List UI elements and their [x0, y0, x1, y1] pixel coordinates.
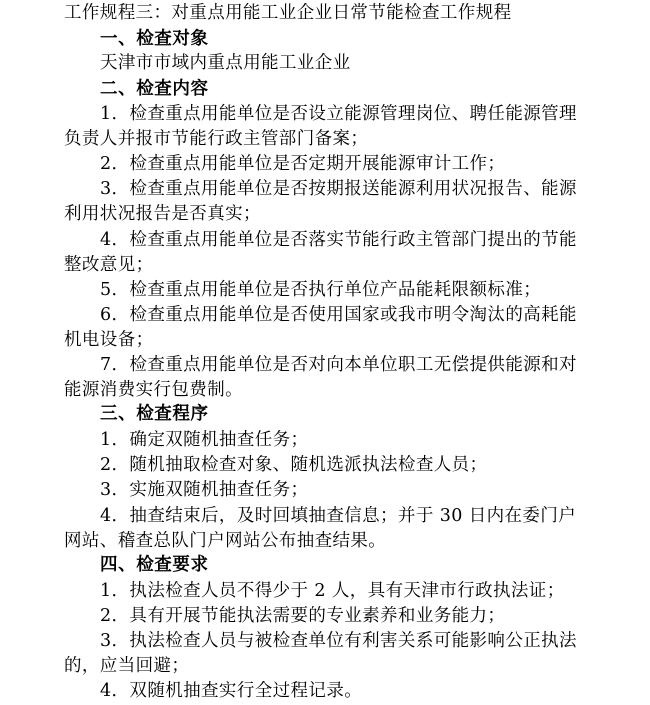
list-item: 1．确定双随机抽查任务；	[100, 430, 309, 450]
list-item: 6．检查重点用能单位是否使用国家或我市明令淘汰的高耗能	[100, 305, 577, 325]
document-title: 工作规程三：对重点用能工业企业日常节能检查工作规程	[64, 3, 512, 23]
list-item: 1．执法检查人员不得少于 2 人，具有天津市行政执法证；	[100, 581, 565, 601]
list-item: 2．检查重点用能单位是否定期开展能源审计工作；	[100, 154, 506, 174]
list-item-continuation: 整改意见；	[64, 255, 154, 275]
list-item-continuation: 机电设备；	[64, 330, 154, 350]
section-heading-objects: 一、检查对象	[100, 29, 209, 49]
list-item: 4．双随机抽查实行全过程记录。	[100, 681, 363, 701]
list-item-continuation: 能源消费实行包费制。	[64, 380, 243, 400]
list-item: 1．检查重点用能单位是否设立能源管理岗位、聘任能源管理	[100, 104, 577, 124]
section-heading-requirements: 四、检查要求	[100, 555, 209, 575]
list-item: 3．检查重点用能单位是否按期报送能源利用状况报告、能源	[100, 179, 577, 199]
list-item-continuation: 负责人并报市节能行政主管部门备案；	[64, 129, 369, 149]
section-heading-content: 二、检查内容	[100, 79, 209, 99]
list-item: 3．执法检查人员与被检查单位有利害关系可能影响公正执法	[100, 631, 577, 651]
list-item: 2．随机抽取检查对象、随机选派执法检查人员；	[100, 455, 488, 475]
list-item: 3．实施双随机抽查任务；	[100, 480, 309, 500]
section-body-objects: 天津市市域内重点用能工业企业	[100, 53, 351, 73]
list-item: 4．抽查结束后，及时回填抽查信息；并于 30 日内在委门户	[100, 506, 577, 526]
list-item: 4．检查重点用能单位是否落实节能行政主管部门提出的节能	[100, 230, 577, 250]
section-heading-procedure: 三、检查程序	[100, 404, 209, 424]
list-item: 5．检查重点用能单位是否执行单位产品能耗限额标准；	[100, 280, 542, 300]
list-item: 2．具有开展节能执法需要的专业素养和业务能力；	[100, 606, 506, 626]
list-item-continuation: 的，应当回避；	[64, 656, 190, 676]
list-item: 7．检查重点用能单位是否对向本单位职工无偿提供能源和对	[100, 355, 577, 375]
list-item-continuation: 利用状况报告是否真实；	[64, 204, 261, 224]
list-item-continuation: 网站、稽查总队门户网站公布抽查结果。	[64, 531, 387, 551]
